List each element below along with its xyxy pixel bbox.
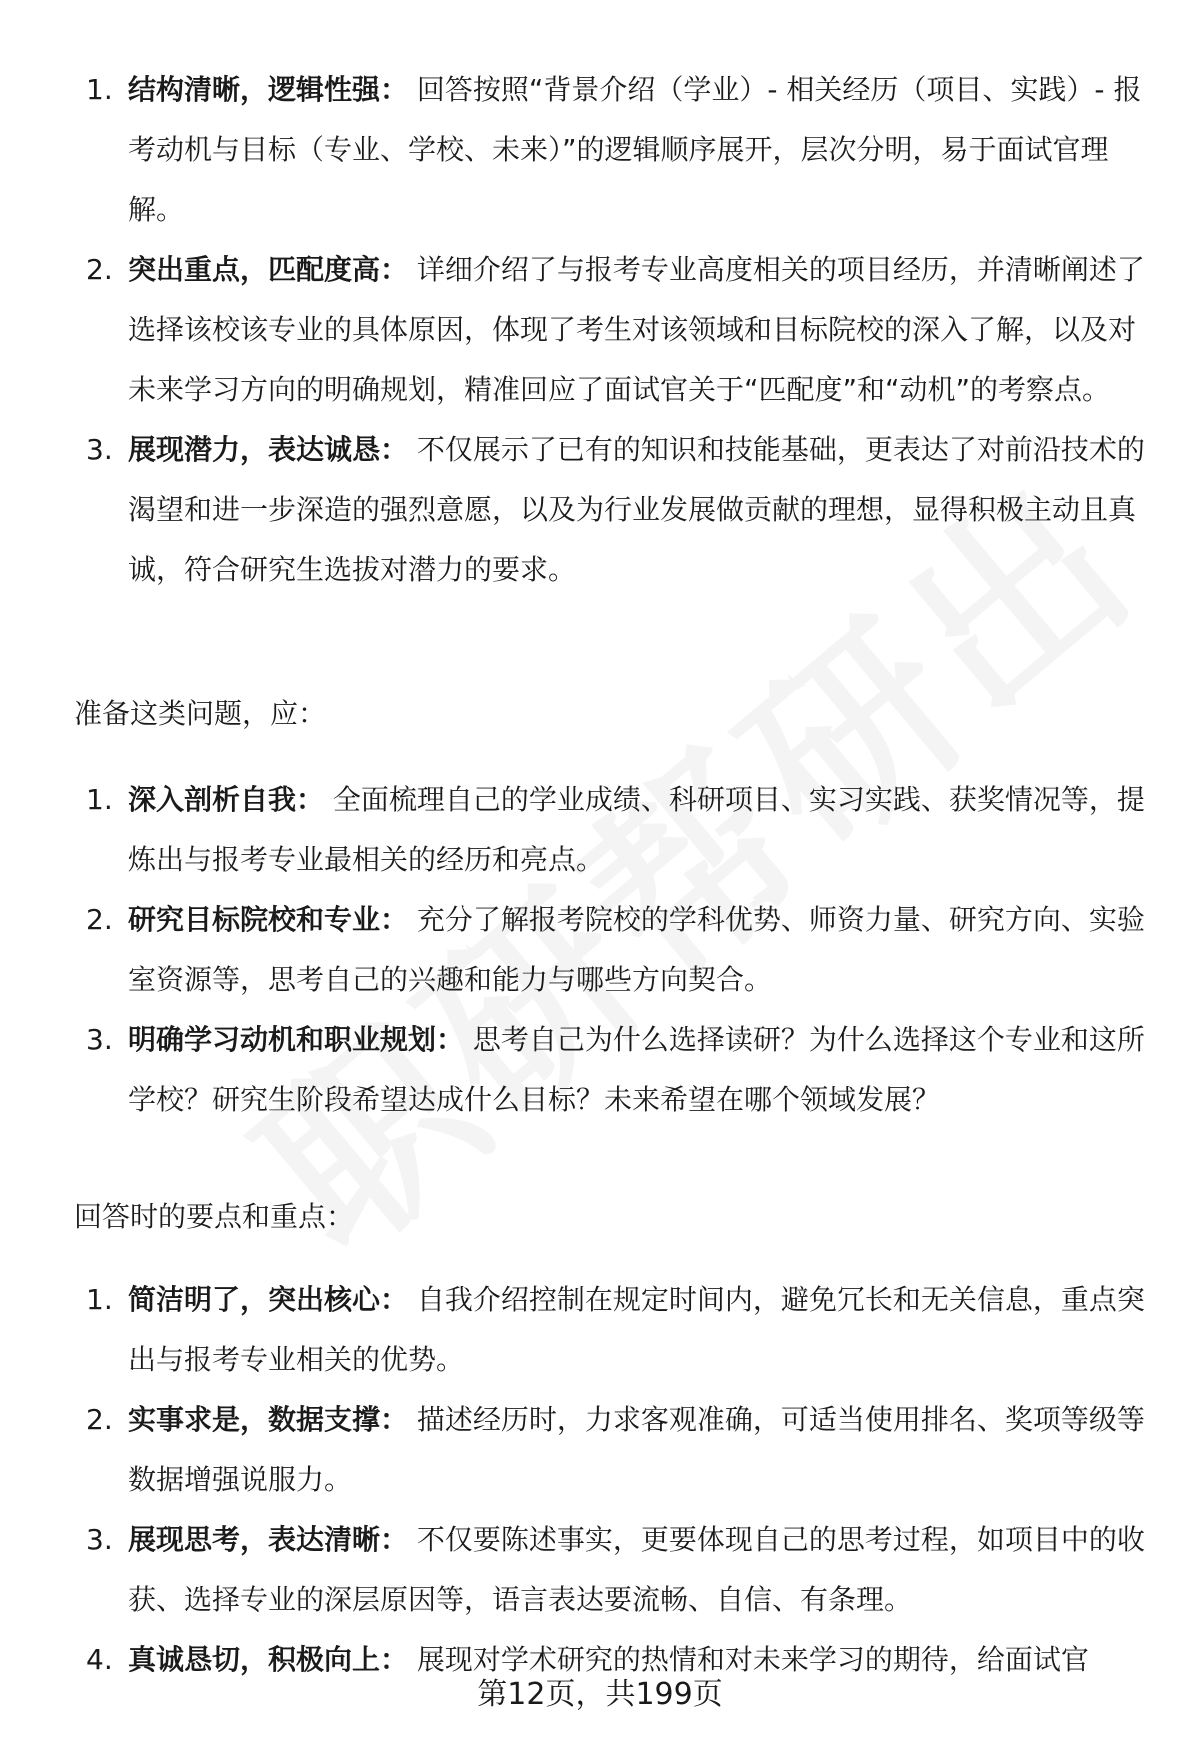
list-item bbox=[0, 770, 1200, 890]
item-number: 3. bbox=[86, 433, 113, 466]
item-lead: 真诚恳切，积极向上： bbox=[128, 1643, 409, 1676]
item-number: 2. bbox=[86, 253, 113, 286]
item-body: 展现对学术研究的热情和对未来学习的期待，给面试官 bbox=[416, 1643, 1089, 1676]
item-body: 不仅要陈述事实，更要体现自己的思考过程，如项目中的收获、选择专业的深层原因等，语言表达要流畅、自信、有条理。 bbox=[128, 1523, 1145, 1616]
list-item bbox=[0, 1270, 1200, 1390]
item-number: 1. bbox=[86, 1283, 113, 1316]
item-lead: 简洁明了，突出核心： bbox=[128, 1283, 409, 1316]
item-number: 1. bbox=[86, 73, 113, 106]
item-lead: 展现思考，表达清晰： bbox=[128, 1523, 409, 1556]
page-footer: 第12页，共199页 bbox=[477, 1677, 723, 1712]
item-body: 全面梳理自己的学业成绩、科研项目、实习实践、获奖情况等，提炼出与报考专业最相关的经历和亮点。 bbox=[128, 783, 1145, 876]
item-number: 3. bbox=[86, 1023, 113, 1056]
prep-list bbox=[0, 770, 1200, 1130]
item-body: 思考自己为什么选择读研？为什么选择这个专业和这所学校？研究生阶段希望达成什么目标？未来希望在哪个领域发展？ bbox=[128, 1023, 1145, 1116]
item-lead: 突出重点，匹配度高： bbox=[128, 253, 409, 286]
item-number: 2. bbox=[86, 1403, 113, 1436]
item-body: 自我介绍控制在规定时间内，避免冗长和无关信息，重点突出与报考专业相关的优势。 bbox=[128, 1283, 1145, 1376]
tips-list bbox=[0, 1270, 1200, 1690]
item-body: 充分了解报考院校的学科优势、师资力量、研究方向、实验室资源等，思考自己的兴趣和能力与哪些方向契合。 bbox=[128, 903, 1145, 996]
item-number: 4. bbox=[86, 1643, 113, 1676]
analysis-list bbox=[0, 60, 1200, 600]
list-item bbox=[0, 1390, 1200, 1510]
list-item bbox=[0, 890, 1200, 1010]
item-lead: 结构清晰，逻辑性强： bbox=[128, 73, 409, 106]
item-lead: 明确学习动机和职业规划： bbox=[128, 1023, 465, 1056]
item-body: 不仅展示了已有的知识和技能基础，更表达了对前沿技术的渴望和进一步深造的强烈意愿，以及为行业发展做贡献的理想，显得积极主动且真诚，符合研究生选拔对潜力的要求。 bbox=[128, 433, 1145, 586]
item-number: 3. bbox=[86, 1523, 113, 1556]
item-lead: 深入剖析自我： bbox=[128, 783, 325, 816]
item-body: 详细介绍了与报考专业高度相关的项目经历，并清晰阐述了选择该校该专业的具体原因，体现了考生对该领域和目标院校的深入了解，以及对未来学习方向的明确规划，精准回应了面试官关于“匹配度”和“动机”的考察点。 bbox=[128, 253, 1145, 406]
item-body: 回答按照“背景介绍（学业）- 相关经历（项目、实践）- 报考动机与目标（专业、学校、未来）”的逻辑顺序展开，层次分明，易于面试官理解。 bbox=[128, 73, 1142, 226]
list-item bbox=[0, 1510, 1200, 1630]
list-item bbox=[0, 240, 1200, 420]
item-lead: 研究目标院校和专业： bbox=[128, 903, 409, 936]
item-body: 描述经历时，力求客观准确，可适当使用排名、奖项等级等数据增强说服力。 bbox=[128, 1403, 1145, 1496]
prep-heading: 准备这类问题，应： bbox=[74, 697, 327, 730]
list-item bbox=[0, 60, 1200, 240]
list-item bbox=[0, 1010, 1200, 1130]
item-lead: 实事求是，数据支撑： bbox=[128, 1403, 409, 1436]
item-number: 1. bbox=[86, 783, 113, 816]
list-item bbox=[0, 420, 1200, 600]
item-number: 2. bbox=[86, 903, 113, 936]
tips-heading: 回答时的要点和重点： bbox=[74, 1200, 355, 1233]
item-lead: 展现潜力，表达诚恳： bbox=[128, 433, 409, 466]
